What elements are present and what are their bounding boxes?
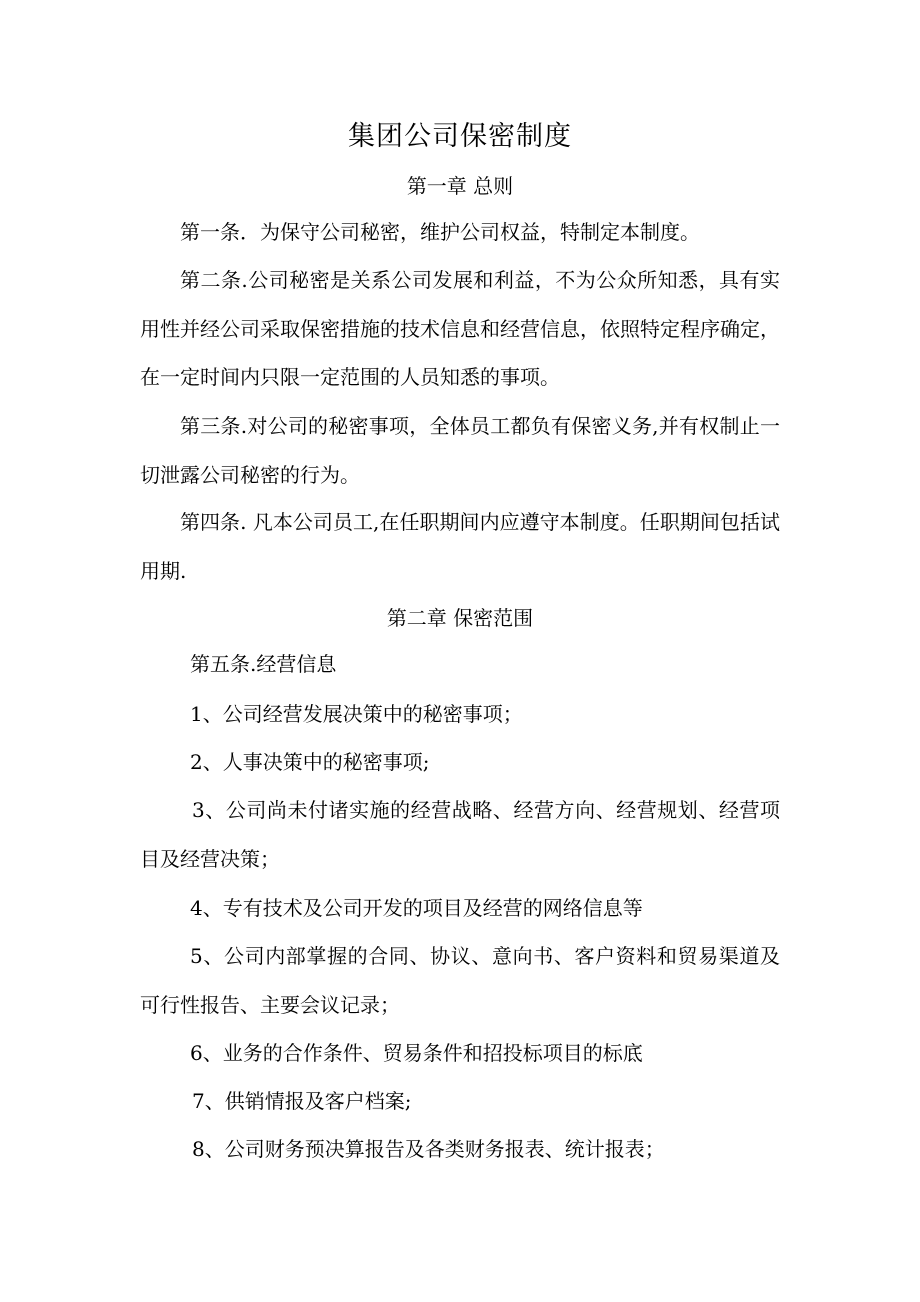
list-item: 2、人事决策中的秘密事项; [190, 750, 430, 774]
document-title: 集团公司保密制度 [348, 121, 572, 152]
chapter-heading-2: 第二章 保密范围 [386, 606, 534, 630]
article-5: 第五条.经营信息 [190, 652, 337, 676]
article-2: 第二条.公司秘密是关系公司发展和利益，不为公众所知悉，具有实用性并经公司采取保密措施的技术信息和经营信息，依照特定程序确定，在一定时间内只限一定范围的人员知悉的事项。 [140, 268, 780, 389]
article-4: 第四条. 凡本公司员工,在任职期间内应遵守本制度。任职期间包括试用期. [140, 510, 780, 583]
article-3: 第三条.对公司的秘密事项，全体员工都负有保密义务,并有权制止一切泄露公司秘密的行为。 [140, 414, 780, 487]
list-item: 4、专有技术及公司开发的项目及经营的网络信息等 [190, 896, 643, 920]
list-item: 6、业务的合作条件、贸易条件和招投标项目的标底 [190, 1041, 643, 1065]
chapter-heading-1: 第一章 总则 [406, 174, 514, 198]
list-item: 5、公司内部掌握的合同、协议、意向书、客户资料和贸易渠道及可行性报告、主要会议记录； [140, 944, 780, 1017]
list-item: 8、公司财务预决算报告及各类财务报表、统计报表； [192, 1137, 665, 1161]
list-item: 3、公司尚未付诸实施的经营战略、经营方向、经营规划、经营项目及经营决策； [140, 798, 780, 871]
list-item: 7、供销情报及客户档案; [192, 1089, 412, 1113]
list-item: 1、公司经营发展决策中的秘密事项； [190, 702, 523, 726]
article-1: 第一条．为保守公司秘密，维护公司权益，特制定本制度。 [180, 220, 700, 244]
